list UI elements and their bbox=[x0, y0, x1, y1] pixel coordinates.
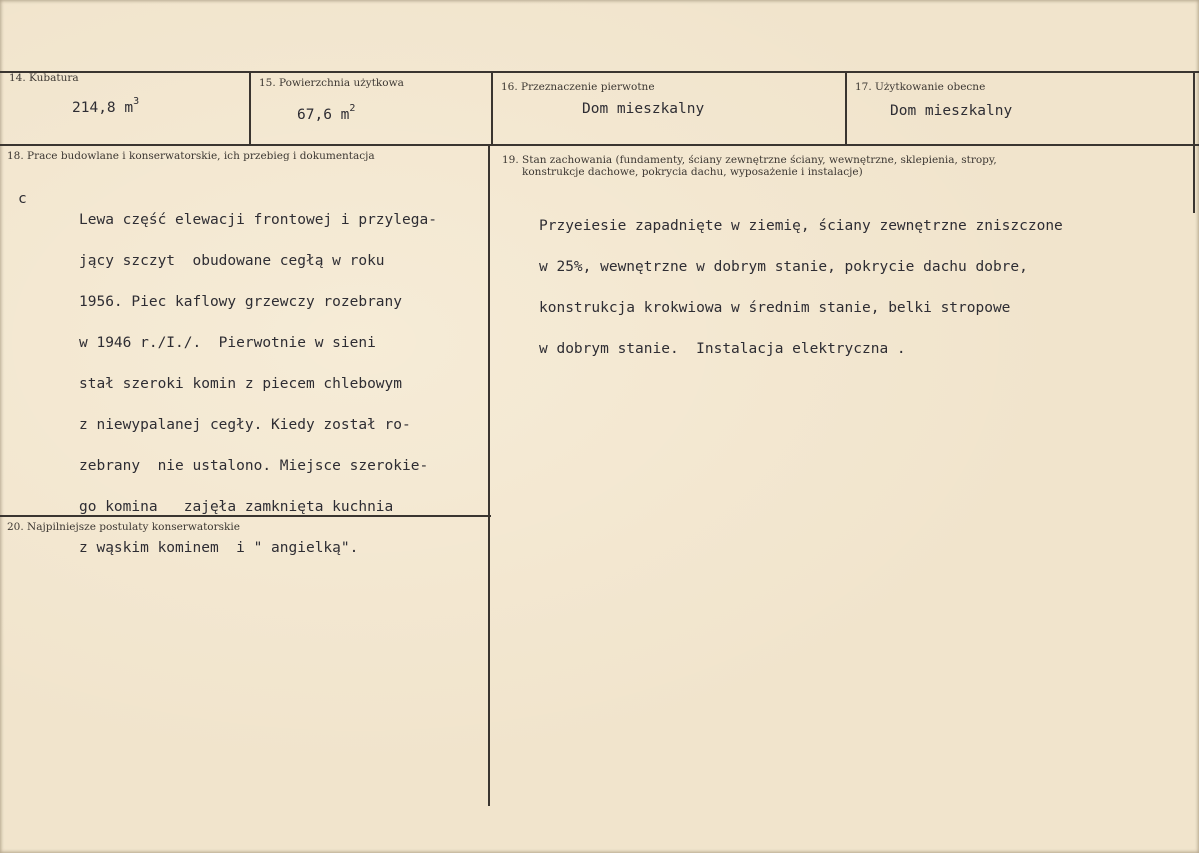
field-18-line: go komina zajęła zamknięta kuchnia bbox=[79, 498, 394, 515]
field-16-label: 16. Przeznaczenie pierwotne bbox=[501, 81, 655, 93]
field-18-line: stał szeroki komin z piecem chlebowym bbox=[79, 375, 403, 392]
field-18-text bbox=[79, 189, 437, 599]
col-divider-14-15 bbox=[249, 71, 251, 144]
field-18-line: Lewa część elewacji frontowej i przylega- bbox=[79, 211, 437, 228]
top-rule bbox=[0, 71, 1199, 73]
field-17-value: Dom mieszkalny bbox=[890, 103, 1013, 119]
row-divider bbox=[0, 144, 1199, 146]
field-18-line: z niewypalanej cegły. Kiedy został ro- bbox=[79, 416, 411, 433]
field-18-line: w 1946 r./I./. Pierwotnie w sieni bbox=[79, 334, 376, 351]
field-15-value bbox=[297, 105, 355, 126]
main-column-divider bbox=[488, 144, 490, 806]
field-18-line: jący szczyt obudowane cegłą w roku bbox=[79, 252, 385, 269]
usable-area-exponent: 2 bbox=[349, 103, 356, 114]
field-18-line: 1956. Piec kaflowy grzewczy rozebrany bbox=[79, 293, 403, 310]
col-divider-15-16 bbox=[491, 71, 493, 144]
field-19-label-line-2: konstrukcje dachowe, pokrycia dachu, wyposażenie i instalacje) bbox=[522, 166, 863, 178]
field-18-label: 18. Prace budowlane i konserwatorskie, ich przebieg i dokumentacja bbox=[7, 150, 375, 162]
field-18-marker: c bbox=[18, 191, 27, 207]
field-19-text bbox=[539, 195, 1063, 400]
field-19-line: w 25%, wewnętrzne w dobrym stanie, pokrycie dachu dobre, bbox=[539, 258, 1028, 275]
field-16-value: Dom mieszkalny bbox=[582, 101, 705, 117]
field-14-label: 14. Kubatura bbox=[9, 72, 79, 84]
field-14-value bbox=[72, 98, 139, 119]
cubature-value: 214,8 m bbox=[72, 100, 134, 116]
field-20-label: 20. Najpilniejsze postulaty konserwatorskie bbox=[7, 521, 240, 533]
field-18-line: zebrany nie ustalono. Miejsce szerokie- bbox=[79, 457, 429, 474]
field-19-line: Przyeiesie zapadnięte w ziemię, ściany zewnętrzne zniszczone bbox=[539, 217, 1063, 234]
field-19-line: konstrukcja krokwiowa w średnim stanie, belki stropowe bbox=[539, 299, 1011, 316]
field-17-label: 17. Użytkowanie obecne bbox=[855, 81, 986, 93]
right-edge-rule bbox=[1193, 71, 1195, 213]
cubature-exponent: 3 bbox=[133, 96, 140, 107]
field-19-line: w dobrym stanie. Instalacja elektryczna . bbox=[539, 340, 906, 357]
field-15-label: 15. Powierzchnia użytkowa bbox=[259, 77, 404, 89]
usable-area-value: 67,6 m bbox=[297, 107, 350, 123]
field-18-line: z wąskim kominem i " angielką". bbox=[79, 539, 359, 556]
field-19-label-line-1: 19. Stan zachowania (fundamenty, ściany zewnętrzne ściany, wewnętrzne, sklepienia, stropy, bbox=[502, 154, 997, 166]
col-divider-16-17 bbox=[845, 71, 847, 144]
